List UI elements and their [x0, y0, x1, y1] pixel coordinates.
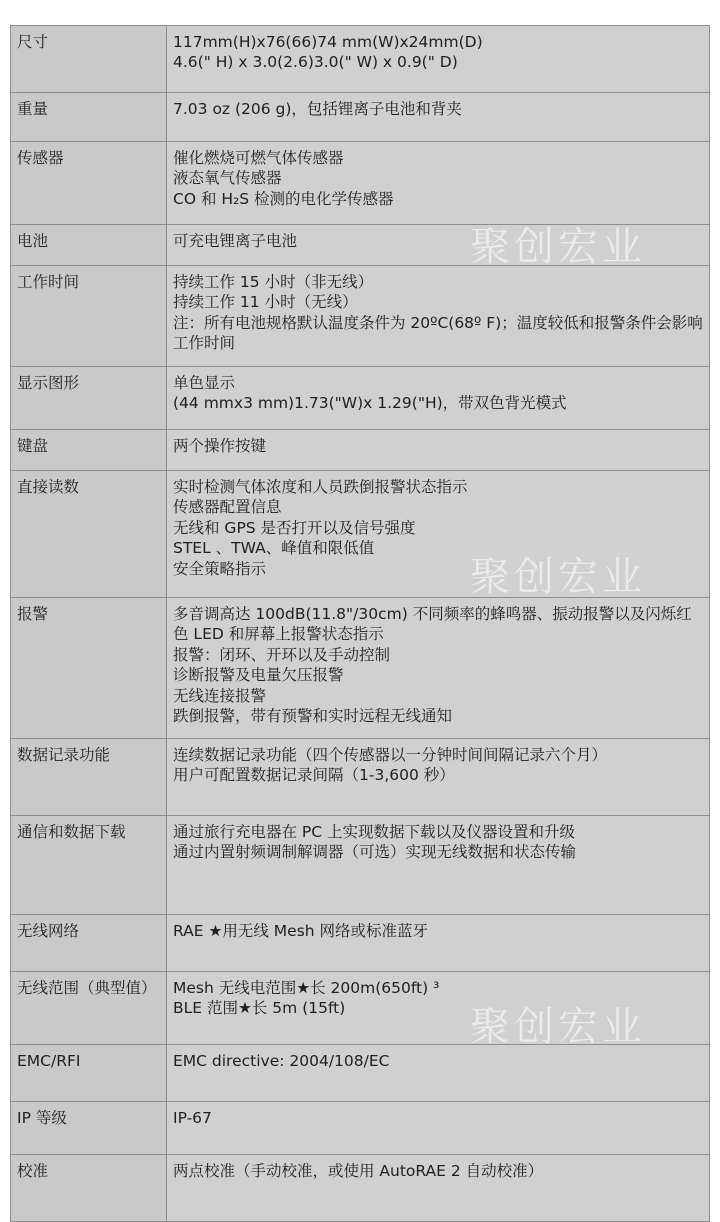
value-line: 持续工作 11 小时（无线）	[173, 293, 358, 312]
value-line: 单色显示	[173, 374, 236, 392]
table-row	[11, 915, 710, 972]
value-line: 报警：闭环、开环以及手动控制	[173, 645, 391, 664]
row-label: 校准	[11, 1155, 167, 1222]
value-line: RAE ★用无线 Mesh 网络或标准蓝牙	[173, 922, 429, 940]
value-line: 注：所有电池规格默认温度条件为 20ºC(68º F)；温度较低和报警条件会影响工作时间	[173, 313, 703, 353]
value-line: 7.03 oz (206 g)，包括锂离子电池和背夹	[173, 100, 462, 118]
value-line: IP-67	[173, 1109, 212, 1127]
row-label: 直接读数	[11, 471, 167, 598]
value-line: 无线连接报警	[173, 686, 267, 705]
table-row	[11, 367, 710, 430]
table-row	[11, 225, 710, 266]
value-line: (44 mmx3 mm)1.73("W)x 1.29("H)，带双色背光模式	[173, 394, 567, 413]
value-line: 可充电锂离子电池	[173, 232, 298, 250]
spec-sheet	[10, 25, 710, 1195]
row-value	[167, 225, 710, 266]
row-label: 显示图形	[11, 367, 167, 430]
value-line: CO 和 H₂S 检测的电化学传感器	[173, 189, 394, 208]
table-row	[11, 142, 710, 225]
value-line: 117mm(H)x76(66)74 mm(W)x24mm(D)	[173, 33, 483, 51]
value-line: 实时检测气体浓度和人员跌倒报警状态指示	[173, 478, 468, 496]
row-value	[167, 915, 710, 972]
row-value	[167, 471, 710, 598]
table-body	[11, 26, 710, 1222]
table-row	[11, 266, 710, 367]
row-label: 报警	[11, 598, 167, 739]
value-line: 用户可配置数据记录间隔（1-3,600 秒）	[173, 766, 455, 785]
value-line: STEL 、TWA、峰值和限低值	[173, 539, 375, 558]
value-line: 两点校准（手动校准，或使用 AutoRAE 2 自动校准）	[173, 1162, 544, 1180]
row-value	[167, 93, 710, 142]
table-row	[11, 1155, 710, 1222]
specifications-table	[10, 25, 710, 1222]
value-line: 通过内置射频调制解调器（可选）实现无线数据和状态传输	[173, 843, 577, 862]
table-row	[11, 972, 710, 1045]
row-value	[167, 972, 710, 1045]
row-label: 尺寸	[11, 26, 167, 93]
watermark: 聚创宏业	[470, 224, 646, 270]
row-value	[167, 598, 710, 739]
value-line: 多音调高达 100dB(11.8"/30cm) 不同频率的蜂鸣器、振动报警以及闪烁红色 LED 和屏幕上报警状态指示	[173, 605, 692, 644]
row-label: 工作时间	[11, 266, 167, 367]
value-line: 4.6(" H) x 3.0(2.6)3.0(" W) x 0.9(" D)	[173, 53, 458, 72]
row-label: 无线网络	[11, 915, 167, 972]
value-line: EMC directive: 2004/108/EC	[173, 1052, 390, 1070]
row-value	[167, 816, 710, 915]
row-label: 数据记录功能	[11, 739, 167, 816]
row-value	[167, 430, 710, 471]
row-label: 电池	[11, 225, 167, 266]
value-line: 连续数据记录功能（四个传感器以一分钟时间间隔记录六个月）	[173, 746, 608, 764]
row-label: 传感器	[11, 142, 167, 225]
row-value	[167, 26, 710, 93]
value-line: 两个操作按键	[173, 437, 267, 455]
table-row	[11, 93, 710, 142]
row-value	[167, 1102, 710, 1155]
row-label: IP 等级	[11, 1102, 167, 1155]
value-line: 诊断报警及电量欠压报警	[173, 666, 344, 685]
table-row	[11, 430, 710, 471]
value-line: 液态氧气传感器	[173, 169, 282, 188]
row-label: 无线范围（典型值）	[11, 972, 167, 1045]
row-value	[167, 367, 710, 430]
value-line: 无线和 GPS 是否打开以及信号强度	[173, 518, 416, 537]
value-line: Mesh 无线电范围★长 200m(650ft) ³	[173, 979, 440, 997]
value-line: 传感器配置信息	[173, 498, 282, 517]
row-label: 键盘	[11, 430, 167, 471]
value-line: 通过旅行充电器在 PC 上实现数据下载以及仪器设置和升级	[173, 823, 576, 841]
row-value	[167, 1155, 710, 1222]
value-line: 催化燃烧可燃气体传感器	[173, 149, 344, 167]
row-label: 重量	[11, 93, 167, 142]
value-line: 持续工作 15 小时（非无线）	[173, 273, 374, 291]
row-value	[167, 142, 710, 225]
table-row	[11, 816, 710, 915]
row-label: 通信和数据下载	[11, 816, 167, 915]
watermark: 聚创宏业	[470, 554, 646, 600]
row-value	[167, 739, 710, 816]
value-line: 跌倒报警，带有预警和实时远程无线通知	[173, 707, 453, 726]
row-label: EMC/RFI	[11, 1045, 167, 1102]
table-row	[11, 26, 710, 93]
table-row	[11, 1045, 710, 1102]
value-line: BLE 范围★长 5m (15ft)	[173, 999, 346, 1018]
table-row	[11, 598, 710, 739]
table-row	[11, 1102, 710, 1155]
table-row	[11, 471, 710, 598]
watermark: 聚创宏业	[470, 1004, 646, 1050]
value-line: 安全策略指示	[173, 559, 267, 578]
row-value	[167, 266, 710, 367]
row-value	[167, 1045, 710, 1102]
table-row	[11, 739, 710, 816]
